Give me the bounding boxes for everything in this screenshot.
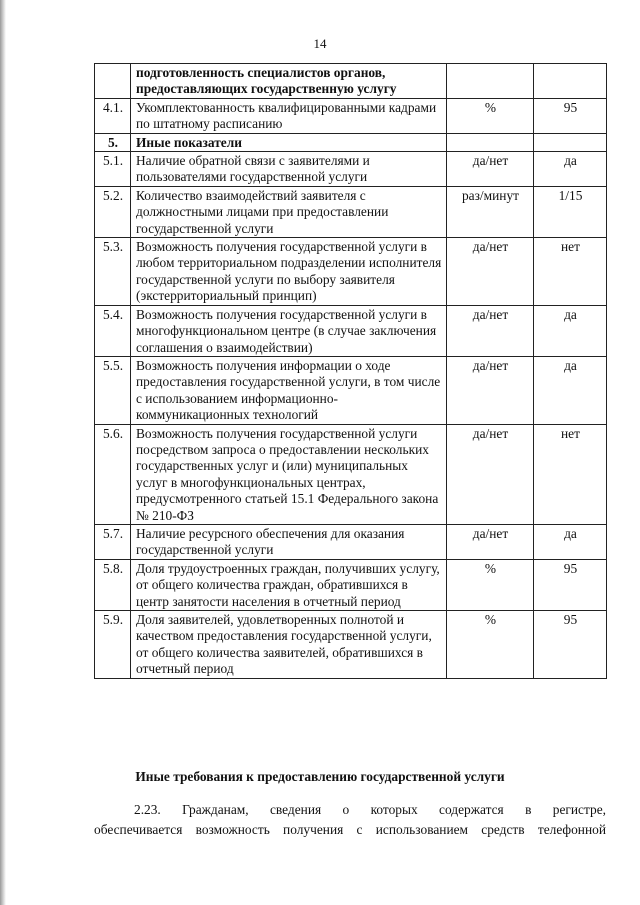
table-row	[95, 98, 607, 133]
row-value: нет	[534, 424, 607, 524]
row-indicator-name: Возможность получения государственной услуги в любом территориальном подразделении исполнителя государственной услуги по выбору заявителя (экстерриториальный принцип)	[131, 238, 447, 306]
paragraph-line: обеспечивается возможность получения с использованием средств телефонной	[94, 822, 606, 837]
table-row	[95, 152, 607, 187]
table-row	[95, 133, 607, 151]
row-unit: да/нет	[447, 305, 534, 356]
row-indicator-name: подготовленность специалистов органов, предоставляющих государственную услугу	[131, 64, 447, 99]
row-number: 5.8.	[95, 559, 131, 610]
row-number	[95, 64, 131, 99]
row-number: 4.1.	[95, 98, 131, 133]
table-row	[95, 524, 607, 559]
row-value	[534, 64, 607, 99]
row-value: 95	[534, 559, 607, 610]
row-value: 95	[534, 611, 607, 679]
row-indicator-name: Возможность получения государственной услуги в многофункциональном центре (в случае заключения соглашения о взаимодействии)	[131, 305, 447, 356]
table-row	[95, 238, 607, 306]
row-indicator-name: Возможность получения государственной услуги посредством запроса о предоставлении нескольких государственных услуг и (или) муниципальных услуг в многофункциональных центрах, предусмотренного статьей 15.1 Федерального закона № 210-ФЗ	[131, 424, 447, 524]
row-number: 5.4.	[95, 305, 131, 356]
row-indicator-name: Наличие обратной связи с заявителями и пользователями государственной услуги	[131, 152, 447, 187]
row-value: да	[534, 356, 607, 424]
table-row	[95, 356, 607, 424]
row-unit: раз/минут	[447, 186, 534, 237]
section-heading: Иные требования к предоставлению государственной услуги	[135, 769, 505, 784]
row-unit	[447, 133, 534, 151]
row-indicator-name: Возможность получения информации о ходе предоставления государственной услуги, в том числе с использованием информационно-коммуникационных технологий	[131, 356, 447, 424]
page-number: 14	[313, 36, 327, 51]
row-value: да	[534, 305, 607, 356]
row-unit: да/нет	[447, 424, 534, 524]
row-unit: да/нет	[447, 152, 534, 187]
indicators-table-body	[95, 64, 607, 679]
row-unit: %	[447, 98, 534, 133]
row-unit: %	[447, 611, 534, 679]
row-number: 5.7.	[95, 524, 131, 559]
row-number: 5.2.	[95, 186, 131, 237]
row-value	[534, 133, 607, 151]
indicators-table	[94, 63, 607, 679]
row-unit: да/нет	[447, 524, 534, 559]
row-number: 5.	[95, 133, 131, 151]
row-indicator-name: Укомплектованность квалифицированными кадрами по штатному расписанию	[131, 98, 447, 133]
row-unit	[447, 64, 534, 99]
table-row	[95, 424, 607, 524]
row-value: 1/15	[534, 186, 607, 237]
row-value: нет	[534, 238, 607, 306]
row-unit: да/нет	[447, 238, 534, 306]
row-number: 5.1.	[95, 152, 131, 187]
table-row	[95, 559, 607, 610]
table-row	[95, 611, 607, 679]
row-number: 5.6.	[95, 424, 131, 524]
table-row	[95, 186, 607, 237]
row-unit: да/нет	[447, 356, 534, 424]
row-value: 95	[534, 98, 607, 133]
row-unit: %	[447, 559, 534, 610]
row-number: 5.9.	[95, 611, 131, 679]
row-indicator-name: Доля заявителей, удовлетворенных полнотой и качеством предоставления государственной услуги, от общего количества заявителей, обратившихся в отчетный период	[131, 611, 447, 679]
row-indicator-name: Наличие ресурсного обеспечения для оказания государственной услуги	[131, 524, 447, 559]
row-number: 5.5.	[95, 356, 131, 424]
row-indicator-name: Доля трудоустроенных граждан, получивших услугу, от общего количества граждан, обратившихся в центр занятости населения в отчетный период	[131, 559, 447, 610]
table-row	[95, 305, 607, 356]
row-value: да	[534, 524, 607, 559]
body-paragraph	[94, 800, 606, 840]
row-indicator-name: Количество взаимодействий заявителя с должностными лицами при предоставлении государственной услуги	[131, 186, 447, 237]
paragraph-line: 2.23. Гражданам, сведения о которых содержатся в регистре,	[134, 802, 606, 817]
row-number: 5.3.	[95, 238, 131, 306]
row-indicator-name: Иные показатели	[131, 133, 447, 151]
row-value: да	[534, 152, 607, 187]
table-row	[95, 64, 607, 99]
